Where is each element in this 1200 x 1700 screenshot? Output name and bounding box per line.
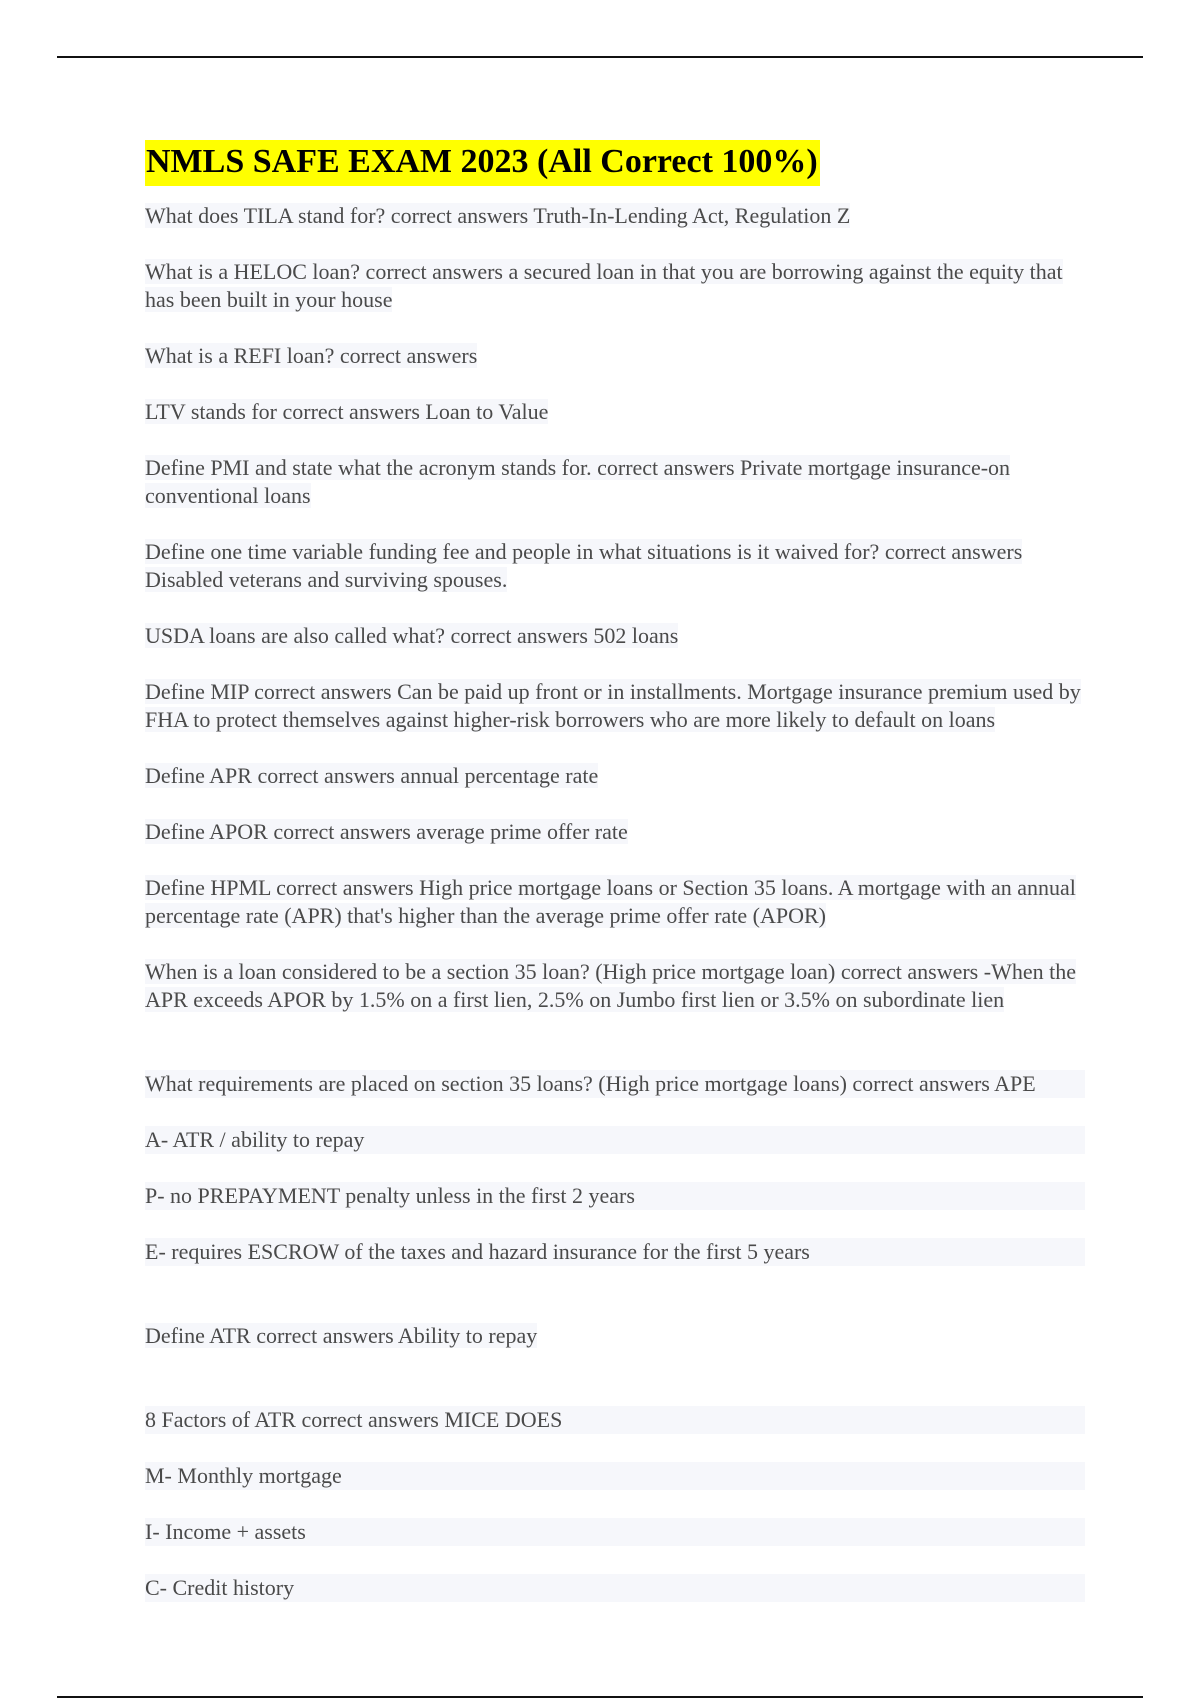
qa-question: 8 Factors of ATR correct answers MICE DOES xyxy=(145,1406,1085,1434)
qa-text: Define APR correct answers annual percentage rate xyxy=(145,762,599,788)
qa-text: Define one time variable funding fee and people in what situations is it waived for? correct answers Disabled veterans and surviving spouses. xyxy=(145,538,1023,592)
qa-question: What requirements are placed on section 35 loans? (High price mortgage loans) correct answers APE xyxy=(145,1070,1085,1098)
qa-line: E- requires ESCROW of the taxes and hazard insurance for the first 5 years xyxy=(145,1238,1085,1266)
qa-line: A- ATR / ability to repay xyxy=(145,1126,1085,1154)
qa-text: Define ATR correct answers Ability to repay xyxy=(145,1322,538,1348)
title-row xyxy=(145,140,1085,186)
qa-line: I- Income + assets xyxy=(145,1518,1085,1546)
qa-text: USDA loans are also called what? correct answers 502 loans xyxy=(145,622,679,648)
qa-item-tila xyxy=(145,202,1085,230)
top-rule xyxy=(57,56,1143,58)
document-body xyxy=(145,140,1085,1658)
qa-item-mip xyxy=(145,678,1085,734)
qa-item-ltv xyxy=(145,398,1085,426)
qa-text: Define APOR correct answers average prime offer rate xyxy=(145,818,628,844)
qa-item-funding-fee xyxy=(145,538,1085,594)
qa-text: What is a REFI loan? correct answers xyxy=(145,342,478,368)
qa-item-section35-requirements xyxy=(145,1042,1085,1294)
qa-item-apor xyxy=(145,818,1085,846)
qa-text: Define MIP correct answers Can be paid up front or in installments. Mortgage insurance premium used by FHA to protect themselves against higher-risk borrowers who are more likely to default on loans xyxy=(145,678,1081,732)
qa-text: What is a HELOC loan? correct answers a secured loan in that you are borrowing against the equity that has been built in your house xyxy=(145,258,1063,312)
qa-item-heloc xyxy=(145,258,1085,314)
qa-text: What does TILA stand for? correct answers Truth-In-Lending Act, Regulation Z xyxy=(145,202,851,228)
qa-item-apr xyxy=(145,762,1085,790)
qa-line: P- no PREPAYMENT penalty unless in the first 2 years xyxy=(145,1182,1085,1210)
qa-text: When is a loan considered to be a section 35 loan? (High price mortgage loan) correct answers -When the APR exceeds APOR by 1.5% on a first lien, 2.5% on Jumbo first lien or 3.5% on subordinate lien xyxy=(145,958,1076,1012)
qa-line: C- Credit history xyxy=(145,1574,1085,1602)
qa-item-usda xyxy=(145,622,1085,650)
qa-text: LTV stands for correct answers Loan to Value xyxy=(145,398,549,424)
qa-item-refi xyxy=(145,342,1085,370)
qa-item-pmi xyxy=(145,454,1085,510)
qa-line: M- Monthly mortgage xyxy=(145,1462,1085,1490)
bottom-rule xyxy=(57,1696,1143,1698)
qa-item-section35-def xyxy=(145,958,1085,1014)
document-title: NMLS SAFE EXAM 2023 (All Correct 100%) xyxy=(145,140,820,186)
qa-item-atr-define xyxy=(145,1322,1085,1350)
qa-item-hpml xyxy=(145,874,1085,930)
qa-text: Define HPML correct answers High price mortgage loans or Section 35 loans. A mortgage with an annual percentage rate (APR) that's higher than the average prime offer rate (APOR) xyxy=(145,874,1076,928)
qa-text: Define PMI and state what the acronym stands for. correct answers Private mortgage insurance-on conventional loans xyxy=(145,454,1011,508)
qa-item-atr-factors xyxy=(145,1378,1085,1630)
